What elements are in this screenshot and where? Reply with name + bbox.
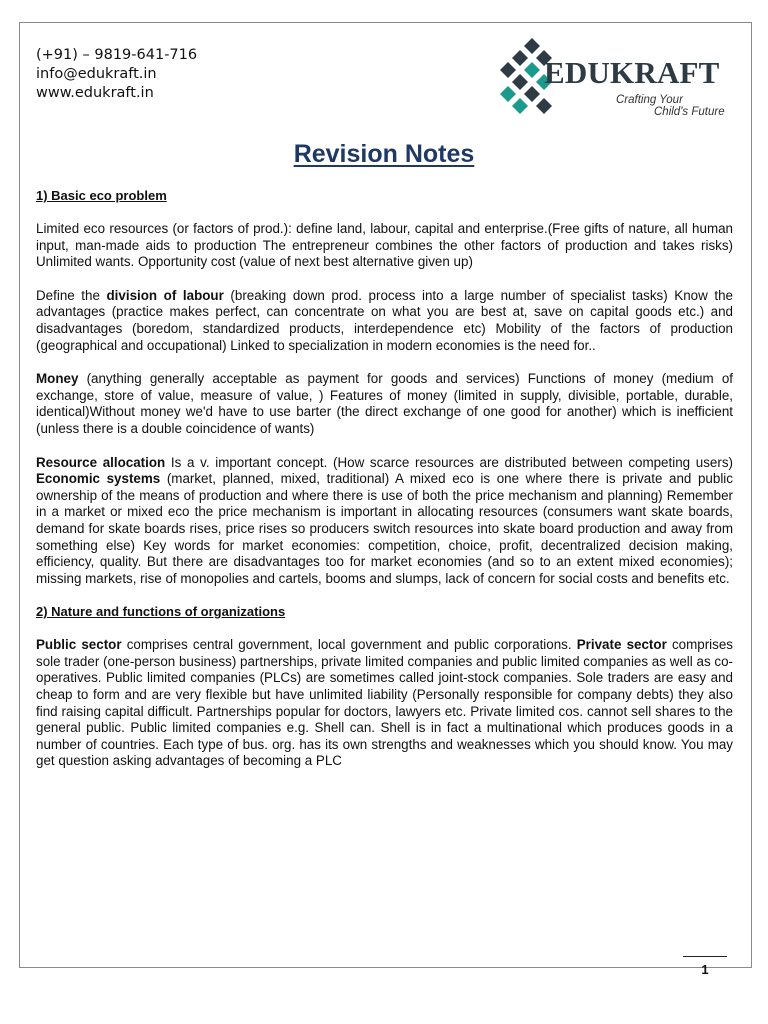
- paragraph-text: Is a v. important concept. (How scarce resources are distributed between competing users): [165, 454, 733, 470]
- logo-tagline-line1: Crafting Your: [616, 94, 683, 106]
- edukraft-logo: [500, 38, 732, 124]
- section-heading: 2) Nature and functions of organizations: [36, 604, 286, 620]
- bold-term: Economic systems: [36, 471, 161, 487]
- contact-phone: (+91) – 9819-641-716: [36, 47, 198, 63]
- bold-term: Private sector: [576, 637, 667, 653]
- paragraph-text: (anything generally acceptable as payment for goods and services) Functions of money (medium of exchange, store of value, measure of value, ) Features of money (limited in supply, divisible, portable, durable, identical)Without money we'd have to use barter (the direct exchange of one good for another) which is inefficient (unless there is a double coincidence of wants): [36, 371, 733, 436]
- bold-term: Public sector: [36, 637, 122, 653]
- logo-wordmark: EDUKRAFT: [544, 55, 720, 90]
- paragraph-sectors: [36, 637, 733, 770]
- paragraph-text: (breaking down prod. process into a large number of specialist tasks) Know the advantages (practice makes perfect, can concentrate on what you are best at, save on capital goods etc.) and disadvantages (boredom, standardized products, interdependence etc) Mobility of the factors of production (geographical and occupational) Linked to specialization in modern economies is the need for..: [36, 287, 733, 353]
- bold-term: division of labour: [106, 287, 224, 303]
- paragraph-text: comprises central government, local government and public corporations.: [121, 637, 577, 653]
- page-title: Revision Notes: [293, 140, 475, 168]
- bold-term: Resource allocation: [36, 454, 166, 470]
- paragraph-text: Limited eco resources (or factors of prod.): define land, labour, capital and enterprise.(Free gifts of nature, all human input, man-made aids to production The entrepreneur combines the other factors of production and takes risks) Unlimited wants. Opportunity cost (value of next best alternative given up): [36, 221, 733, 270]
- paragraph-resource-allocation: [36, 455, 733, 588]
- contact-block: [36, 46, 197, 103]
- paragraph-text: comprises sole trader (one-person business) partnerships, private limited companies and public limited companies as well as co-operatives. Public limited companies (PLCs) are sometimes called joint-stock companies. Sole traders are easy and cheap to form and are very flexible but have unlimited liability (Personally responsible for company debts) they also find raising capital difficult. Partnerships popular for doctors, lawyers etc. Private limited cos. cannot sell shares to the general public. Public limited companies e.g. Shell can. Shell is in fact a multinational which produces goods in a number of countries. Each type of bus. org. has its own strengths and weaknesses which you should know. You may get question asking advantages of becoming a PLC: [36, 637, 733, 769]
- logo-tagline-line2: Child's Future: [654, 106, 725, 118]
- section-heading: 1) Basic eco problem: [36, 188, 167, 203]
- page-number: 1: [701, 962, 709, 977]
- paragraph-division-of-labour: [36, 288, 733, 354]
- paragraph-text: (market, planned, mixed, traditional) A mixed eco is one where there is private and public ownership of the means of production and where there is use of both the price mechanism and planning) Remember in a market or mixed eco the price mechanism is important in allocating resources (consumers want skate boards, demand for skate boards rises, price rises so producers switch resources into skate board production and away from something else) Key words for market economies: competition, choice, profit, decentralized decision making, efficiency, quality. But there are disadvantages too for market economies (and so to an extent mixed economies); missing markets, rise of monopolies and cartels, booms and slumps, lack of concern for social costs and benefits etc.: [36, 471, 733, 586]
- paragraph-text: Define the: [36, 287, 107, 303]
- paragraph-money: [36, 371, 733, 437]
- contact-website[interactable]: www.edukraft.in: [36, 85, 154, 101]
- bold-term: Money: [36, 371, 79, 387]
- document-body: [36, 188, 733, 787]
- paragraph-basic-eco: [36, 221, 733, 271]
- contact-email[interactable]: info@edukraft.in: [36, 66, 157, 82]
- page-number-rule: [683, 956, 727, 957]
